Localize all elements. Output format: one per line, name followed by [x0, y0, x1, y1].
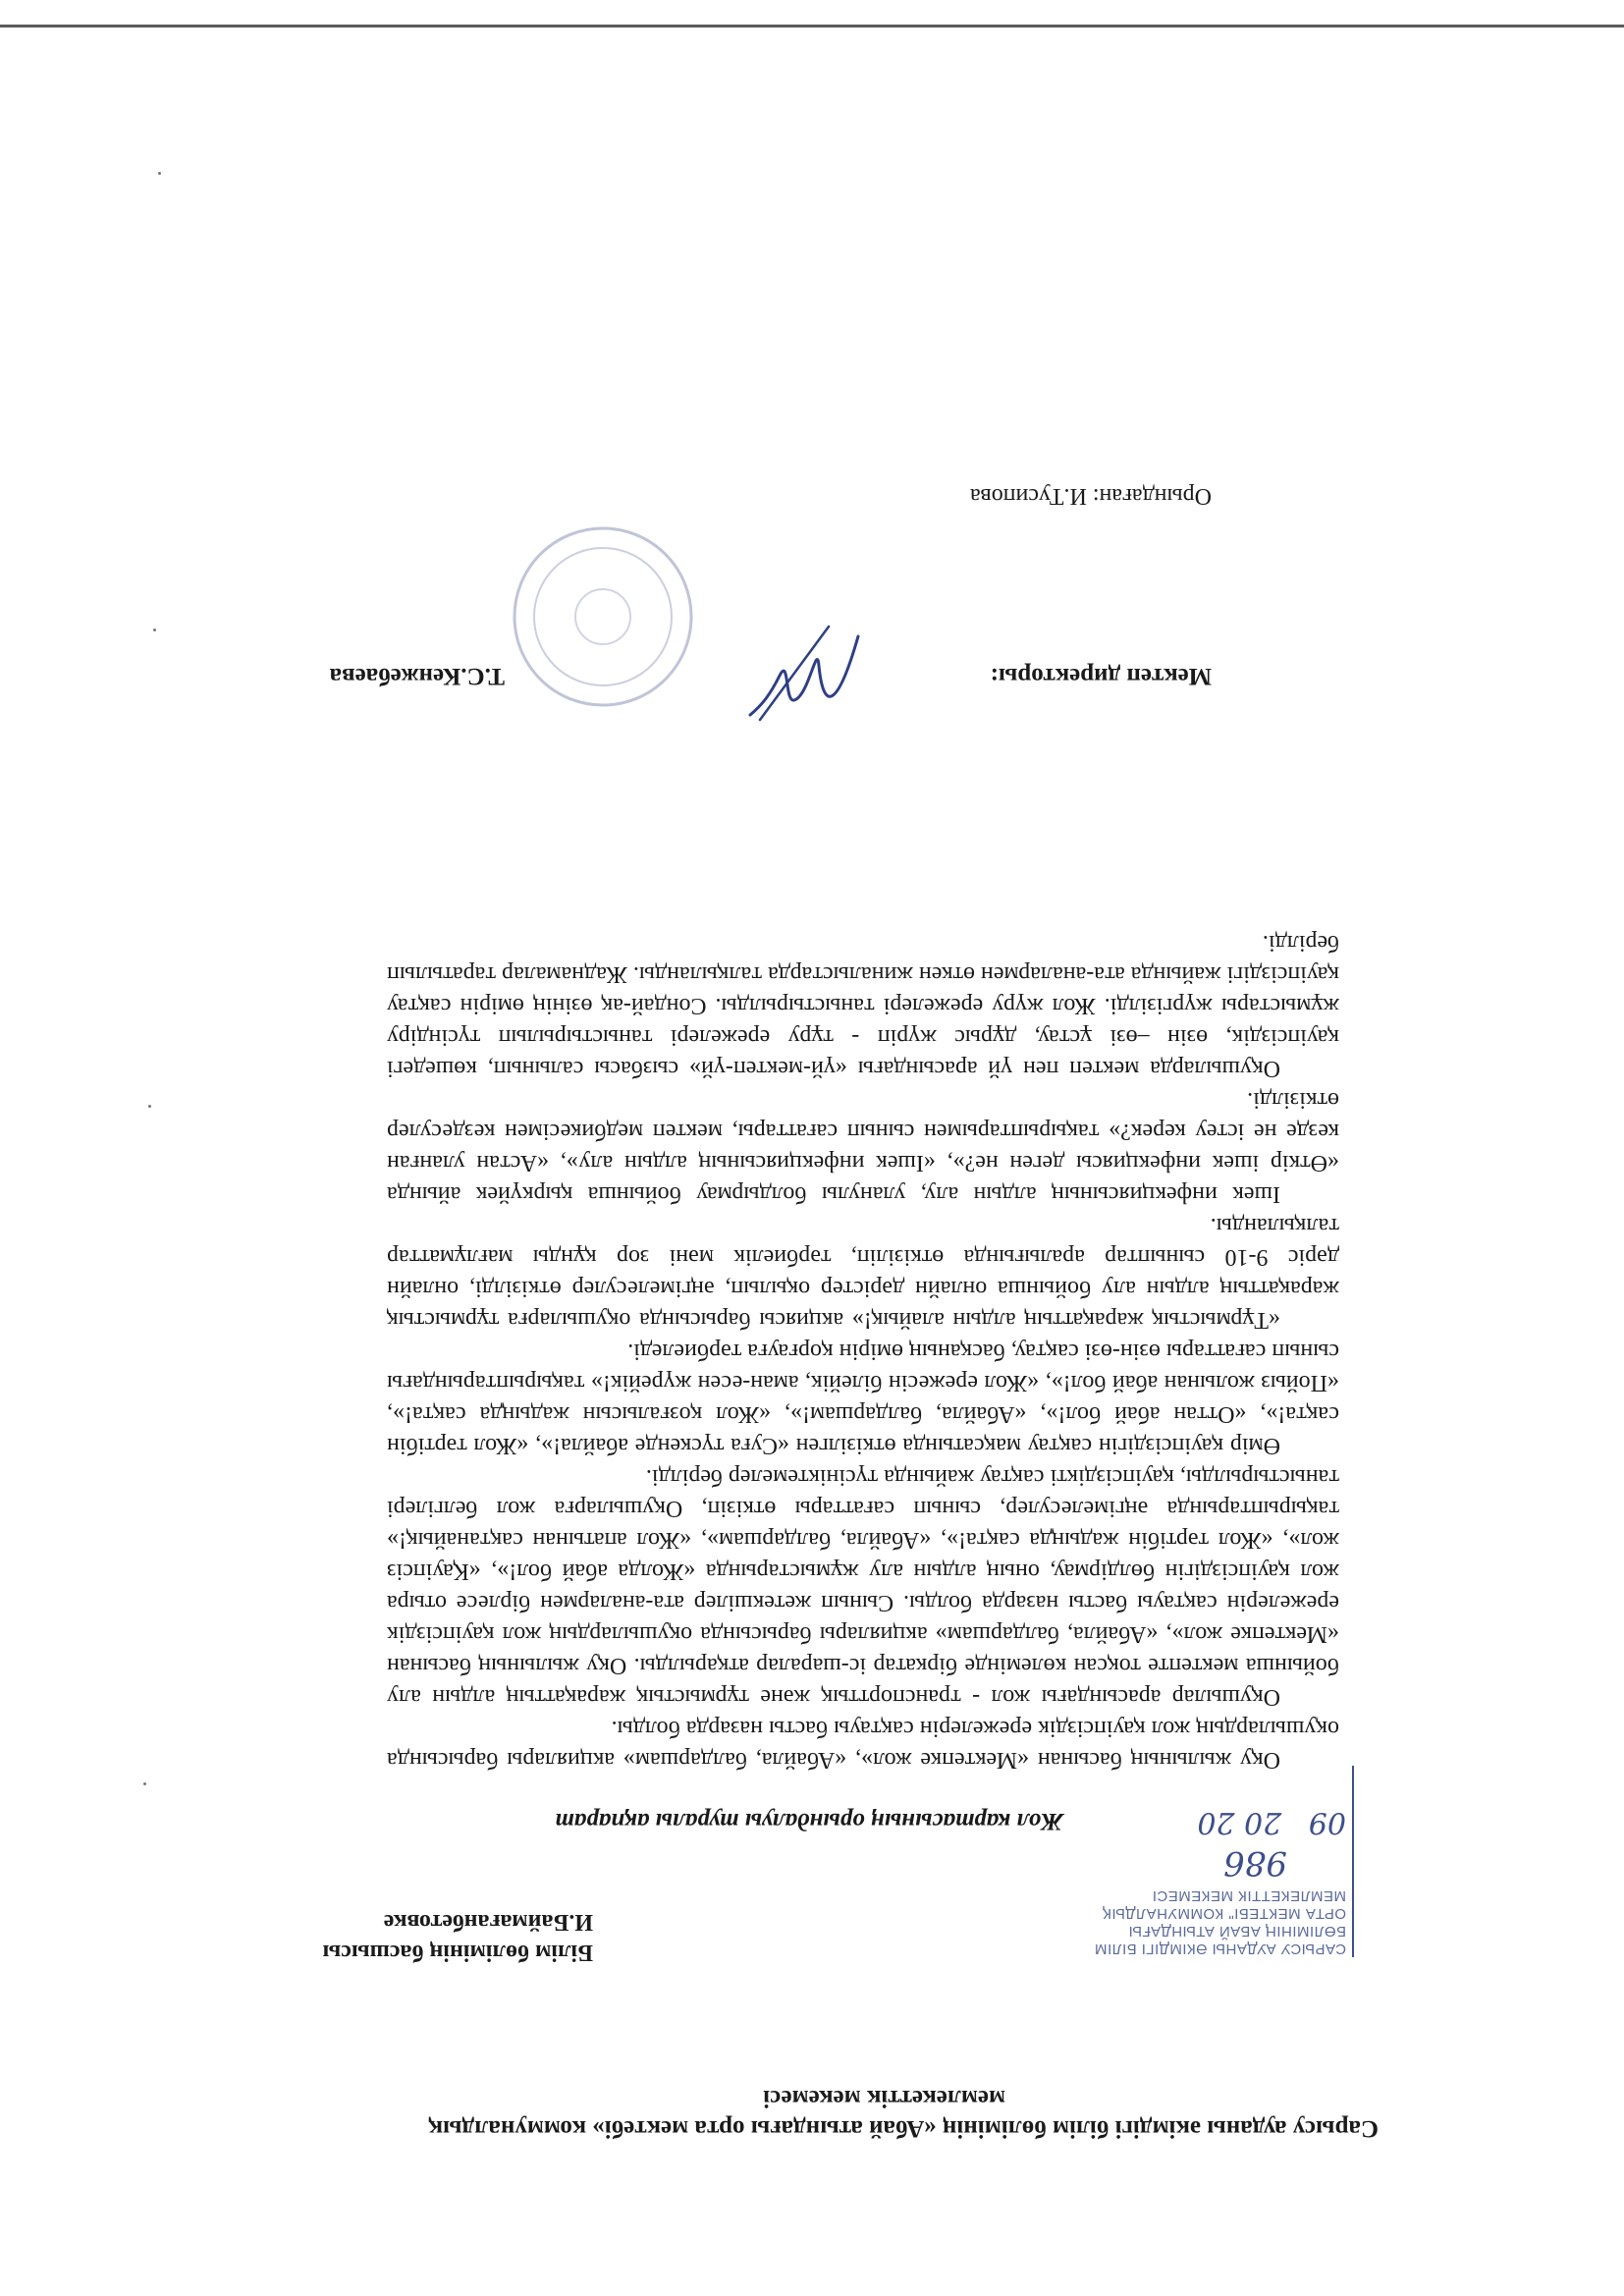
handwritten-signature-icon [731, 607, 878, 735]
executor-note: Орындаған: И.Тусипова [970, 483, 1212, 509]
body-paragraph-3: Өмір қауіпсіздігін сақтау мақсатында өткізілген «Суға түскенде абайла!», «Жол тәртібін сақта!», «Оттан абай бол!», «Абайла, балдаршам!», «Жол қозғалысын жадыңда сақта!», «Пойыз жолынан абай бол!», «Жол ережесін білейік, аман-есен жүрейік!» тақырыптарындағы сынып сағаттары өзін-өзі сақтау, басқаның өмірін қорғауға тәрбиеледі. [387, 1339, 1339, 1458]
document-title: Жол картасының орындалуы туралы ақпарат [555, 1808, 1063, 1834]
stamp-date-year: 20 20 [1197, 1805, 1282, 1839]
scan-speck [158, 172, 161, 175]
scan-speck [153, 629, 156, 631]
body-paragraph-5: Ішек инфекциясының алдын алу, уланулы болдырмау бойынша қыркүйек айында «Өткір ішек инфекциясы деген не?», «Ішек инфекциясының алдын алу», «Астан уланған кезде не істеу керек?» тақырыптарымен сынып сағаттары, мектеп медбикесімен кездесулер өткізілді. [387, 1087, 1339, 1207]
stamp-line-3: ОРТА МЕКТЕБІ" КОММУНАЛДЫҚ [1102, 1905, 1346, 1922]
document-body [387, 927, 1339, 1776]
body-paragraph-4: «Тұрмыстық жарақаттың алдын алайық!» акциясы барысында оқушыларға тұрмыстық жарақаттың алдын алу бойынша онлайн дәрістер оқылып, әңгімелесулер өткізілді, онлайн дәріс 9-10 сыныптар аралығында өткізіліп, тәрбиелік мәні зор құнды мағлұматтар талқыланды. [387, 1213, 1339, 1333]
round-seal-icon [505, 519, 701, 715]
org-header-line-1: Сарысу ауданы әкімдігі білім бөлімінің «Абай атындағы орта мектебі» коммуналдық [428, 2115, 1379, 2142]
director-label: Мектеп директоры: [990, 663, 1212, 689]
scan-speck [148, 1105, 151, 1108]
stamp-registration-number: 986 [1223, 1843, 1287, 1883]
signature-row [328, 607, 1212, 754]
scan-speck [143, 1782, 146, 1785]
director-name: Т.С.Кенжебаева [329, 663, 505, 689]
org-header-line-2: мемлекеттік мекемесі [763, 2085, 1005, 2111]
body-paragraph-6: Оқушыларда мектеп пен үй арасындағы «үй-мектеп-үй» сызбасы салынып, көшедегі қауіпсіздік, өзін –өзі ұстау, дұрыс жүріп - тұру ережелері таныстырылып түсіндіру жұмыстары жүргізілді. Жол жүру ережелері таныстырылды. Сондай-ақ өзінің өмірін сақтау қауіпсіздігі жайында ата-аналармен өткен жиналыстарда талқыланды. Жаднамалар таратылып берілді. [387, 930, 1339, 1081]
recipient-title: Білім бөлімінің басшысы [322, 1940, 593, 1965]
registration-stamp [1069, 1766, 1354, 1957]
recipient-name: И.Баймағанбетовке [383, 1909, 593, 1935]
stamp-line-2: БӨЛІМІНІҢ АБАЙ АТЫНДАҒЫ [1128, 1923, 1346, 1940]
body-paragraph-1: Оқу жылының басынан «Мектепке жол», «Абайла, балдаршам» акциялары барысында оқушылардың жол қауіпсіздік ережелерін сақтауы басты назарда болды. [387, 1716, 1339, 1773]
organization-header [171, 2083, 1379, 2144]
recipient-block [151, 1906, 593, 1967]
stamp-date-day: 09 [1308, 1805, 1346, 1839]
stamp-line-1: САРЫСУ АУДАНЫ ӘКІМДІГІ БІЛІМ [1094, 1941, 1346, 1957]
stamp-line-4: МЕМЛЕКЕТТІК МЕКЕМЕСІ [1152, 1887, 1346, 1904]
scan-edge-line [0, 25, 1624, 27]
body-paragraph-2: Оқушылар арасындағы жол - транспорттық және тұрмыстық жарақаттың алдын алу бойынша мектепте тоқсан көлемінде біркатар іс-шаралар атқарылды. Оқу жылының басынан «Мектепке жол», «Абайла, балдаршам» акциялары барысында оқушылардың жол қауіпсіздік ережелерін сақтауы басты назарда болды. Сынып жетекшілер ата-аналармен бірлесе отыра жол қауіпсіздігін бөлдірмау, оның алдын алу жұмыстарында «Жолда абай бол!», «Қауіпсіз жол», «Жол тәртібін жадыңда сақта!», «Абайла, балдаршам», «Жол апатынан сақтанайық!» тақырыптарында әңгімелесулер, сынып сағаттары өткізіп, Оқушыларға жол белгілері таныстырылды, қауіпсіздікті сақтау жайында түсініктемелер берілді. [387, 1464, 1339, 1710]
